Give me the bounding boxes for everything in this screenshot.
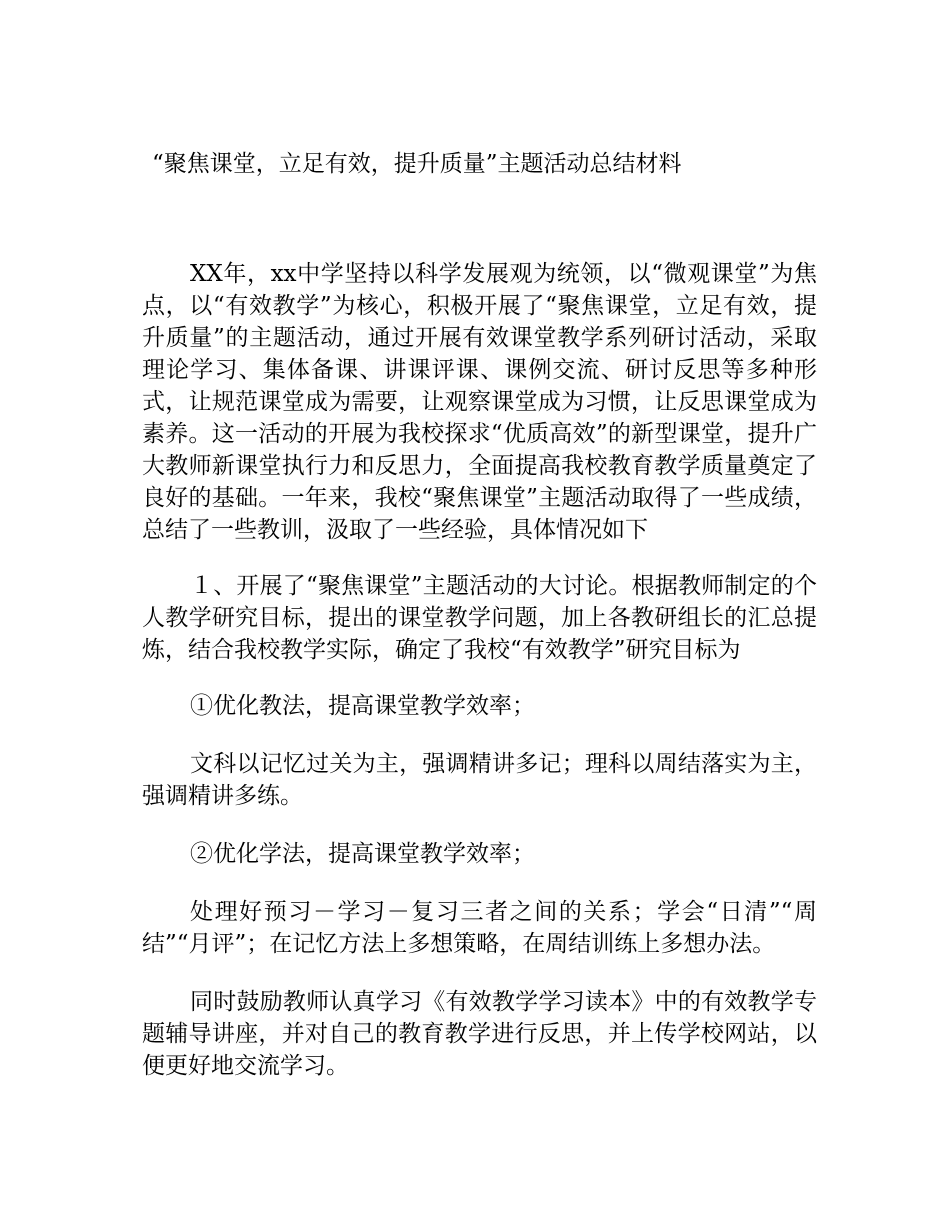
intro-paragraph: XX年，xx中学坚持以科学发展观为统领，以“微观课堂”为焦点，以“有效教学”为核心，积极开展了“聚焦课堂，立足有效，提升质量”的主题活动，通过开展有效课堂教学系列研讨活动，采取理论学习、集体备课、讲课评课、课例交流、研讨反思等多种形式，让规范课堂成为需要，让观察课堂成为习惯，让反思课堂成为素养。这一活动的开展为我校探求“优质高效”的新型课堂，提升广大教师新课堂执行力和反思力，全面提高我校教育教学质量奠定了良好的基础。一年来，我校“聚焦课堂”主题活动取得了一些成绩，总结了一些教训，汲取了一些经验，具体情况如下 [142,261,817,543]
section-1-paragraph: １、开展了“聚焦课堂”主题活动的大讨论。根据教师制定的个人教学研究目标，提出的课堂教学问题，加上各教研组长的汇总提炼，结合我校教学实际，确定了我校“有效教学”研究目标为 [142,573,817,663]
document-body [142,258,817,1082]
goal-1-heading: ①优化教法，提高课堂教学效率； [190,693,535,719]
document-title: “聚焦课堂，立足有效，提升质量”主题活动总结材料 [152,151,682,177]
goal-2-detail: 处理好预习－学习－复习三者之间的关系；学会“日清”“周结”“月评”；在记忆方法上多想策略，在周结训练上多想办法。 [142,899,817,957]
closing-paragraph: 同时鼓励教师认真学习《有效教学学习读本》中的有效教学专题辅导讲座，并对自己的教育教学进行反思，并上传学校网站，以便更好地交流学习。 [142,989,817,1079]
goal-2-heading: ②优化学法，提高课堂教学效率； [190,841,535,867]
goal-1-detail: 文科以记忆过关为主，强调精讲多记；理科以周结落实为主，强调精讲多练。 [142,751,817,809]
